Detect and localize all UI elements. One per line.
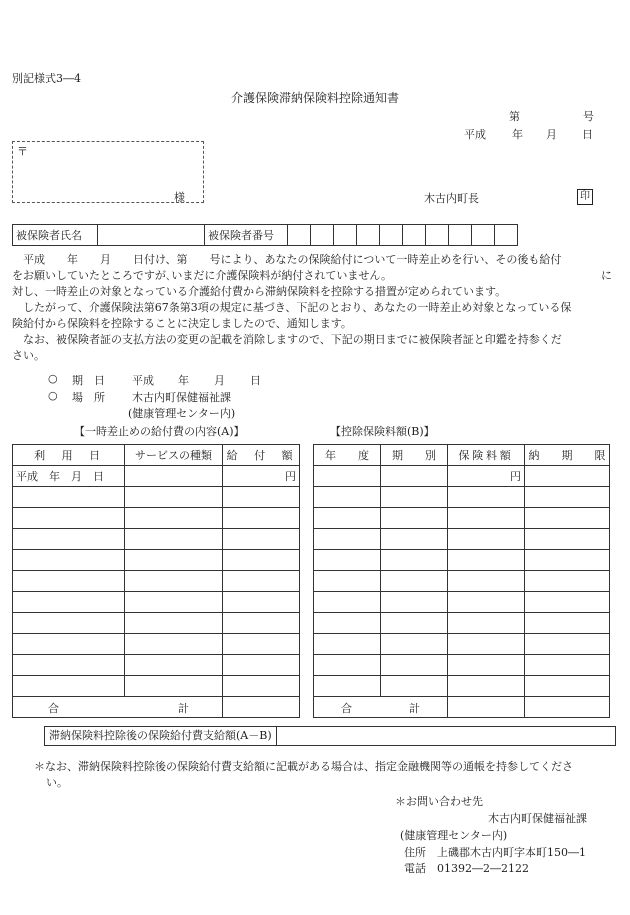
table-a-cell [223, 571, 300, 592]
body-line: さい。 [12, 349, 45, 362]
table-b-cell [525, 697, 610, 718]
table-b-cell [314, 634, 381, 655]
table-b-header: 保険料額 [448, 445, 525, 466]
insured-number-cell [403, 225, 426, 246]
body-line: 対し、一時差止の対象となっている介護給付費から滞納保険料を控除する措置が定められています。 [12, 285, 507, 298]
insured-name-label: 被保険者氏名 [13, 225, 98, 246]
table-a-cell [223, 487, 300, 508]
place-row-label: 場 所 [72, 391, 105, 404]
table-b-cell [314, 676, 381, 697]
total-label-left: 合 [341, 702, 352, 715]
table-b-cell [314, 550, 381, 571]
notice-body [12, 252, 618, 364]
table-a-cell [13, 550, 125, 571]
note-line-2: い。 [46, 776, 68, 789]
total-label-left: 合 [48, 702, 59, 715]
table-a-cell [13, 676, 125, 697]
table-b-cell [381, 613, 448, 634]
table-a-cell [125, 508, 223, 529]
table-b-cell [448, 529, 525, 550]
body-line: 険給付から保険料を控除することに決定しましたので、通知します。 [12, 317, 352, 330]
table-a-cell [13, 613, 125, 634]
contact-phone: 電話 01392―2―2122 [404, 862, 529, 875]
contact-sub: (健康管理センター内) [400, 829, 508, 842]
insured-number-cell [311, 225, 334, 246]
table-a-total-value [223, 697, 300, 718]
table-a-cell [223, 676, 300, 697]
table-a-cell [223, 508, 300, 529]
table-a-header: 給 付 額 [223, 445, 300, 466]
insured-number-cell [380, 225, 403, 246]
table-b-cell [448, 613, 525, 634]
summary-row [44, 726, 616, 746]
table-b-cell [381, 550, 448, 571]
body-line: 平成 年 月 日付け、第 号により、あなたの保険給付について一時差止めを行い、その後も給付 [23, 253, 562, 266]
table-a-cell [125, 655, 223, 676]
table-b-cell [314, 592, 381, 613]
table-a-cell [125, 634, 223, 655]
table-a-total-label [13, 697, 223, 718]
table-b-cell [525, 571, 610, 592]
table-b-cell [314, 613, 381, 634]
date-row-label: 期 日 [72, 374, 105, 387]
table-b-cell [525, 487, 610, 508]
body-line-text: をお願いしていたところですが､いまだに介護保険料が納付されていません。 [12, 269, 393, 282]
table-b-cell [525, 550, 610, 571]
table-b-cell [525, 466, 610, 487]
total-label-right: 計 [178, 702, 189, 715]
date-row-era: 平成 [132, 374, 154, 387]
seal-mark: 印 [577, 189, 593, 205]
table-b-cell [381, 592, 448, 613]
table-b-yen-cell: 円 [448, 466, 525, 487]
table-a-cell [125, 613, 223, 634]
table-b-header: 納 期 限 [525, 445, 610, 466]
table-b-cell [381, 529, 448, 550]
table-a-heading: 【一時差止めの給付費の内容(A)】 [74, 425, 245, 438]
table-b-cell [314, 529, 381, 550]
contact-label: ＊お問い合わせ先 [395, 795, 483, 808]
table-b-total-value [448, 697, 525, 718]
table-a [12, 444, 300, 718]
table-b-cell [525, 613, 610, 634]
table-a-cell [223, 550, 300, 571]
table-b-cell [381, 571, 448, 592]
table-b-cell [314, 508, 381, 529]
insured-number-cell [334, 225, 357, 246]
table-b-header: 年 度 [314, 445, 381, 466]
table-b-heading: 【控除保険料額(B)】 [330, 425, 435, 438]
date-row-day: 日 [250, 374, 261, 387]
table-a-cell [223, 655, 300, 676]
body-line-tail: に [601, 269, 612, 282]
table-a-cell [13, 529, 125, 550]
table-a-cell [125, 571, 223, 592]
doc-number-dai: 第 [509, 110, 520, 123]
insured-number-cell [288, 225, 311, 246]
place-row-mark: ○ [48, 389, 58, 402]
table-b-cell [381, 487, 448, 508]
table-b-cell [381, 466, 448, 487]
table-b-cell [448, 676, 525, 697]
table-b [313, 444, 610, 718]
table-a-cell [13, 487, 125, 508]
table-b-total-label [314, 697, 448, 718]
table-b-cell [448, 571, 525, 592]
table-a-yen-cell: 円 [223, 466, 300, 487]
insured-number-cell [426, 225, 449, 246]
form-id: 別記様式3―4 [12, 72, 81, 85]
table-a-cell [125, 550, 223, 571]
table-a-cell [223, 592, 300, 613]
table-a-cell [223, 634, 300, 655]
table-b-cell [525, 592, 610, 613]
table-a-header: 利 用 日 [13, 445, 125, 466]
table-b-cell [381, 634, 448, 655]
note-line-1: ＊なお、滞納保険料控除後の保険給付費支給額に記載がある場合は、指定金融機関等の通帳を持参してくださ [34, 760, 573, 773]
date-row-month: 月 [214, 374, 225, 387]
document-title: 介護保険滞納保険料控除通知書 [231, 91, 400, 105]
recipient-sama: 様 [174, 191, 185, 204]
table-b-cell [314, 655, 381, 676]
table-b-cell [525, 676, 610, 697]
table-b-cell [381, 655, 448, 676]
table-b-cell [381, 676, 448, 697]
contact-address: 住所 上磯郡木古内町字本町150―1 [404, 846, 586, 859]
table-b-cell [525, 634, 610, 655]
table-a-cell [125, 466, 223, 487]
date-month: 月 [546, 128, 557, 141]
table-b-cell [314, 466, 381, 487]
table-b-cell [314, 571, 381, 592]
date-row-year: 年 [178, 374, 189, 387]
total-label-right: 計 [409, 702, 420, 715]
insured-number-cell [495, 225, 518, 246]
issuer-name: 木古内町長 [424, 192, 479, 205]
body-line: したがって、介護保険法第67条第3項の規定に基づき、下記のとおり、あなたの一時差止め対象となっている保 [23, 301, 572, 314]
table-b-cell [525, 508, 610, 529]
table-a-cell [13, 634, 125, 655]
table-a-cell [13, 508, 125, 529]
table-a-date-cell: 平成 年 月 日 [13, 466, 125, 487]
table-a-cell [125, 592, 223, 613]
table-b-cell [525, 529, 610, 550]
date-era: 平成 [464, 128, 486, 141]
summary-label: 滞納保険料控除後の保険給付費支給額(A－B) [45, 727, 277, 745]
table-b-cell [448, 634, 525, 655]
table-a-cell [125, 487, 223, 508]
table-b-cell [448, 487, 525, 508]
date-day: 日 [582, 128, 593, 141]
table-a-cell [125, 529, 223, 550]
table-a-cell [13, 592, 125, 613]
body-line [12, 268, 618, 284]
table-b-cell [314, 487, 381, 508]
date-row-mark: ○ [48, 372, 58, 385]
insured-table [12, 224, 518, 246]
table-a-cell [13, 571, 125, 592]
contact-dept: 木古内町保健福祉課 [488, 812, 587, 825]
table-a-header: サービスの種類 [125, 445, 223, 466]
insured-name-value [98, 225, 205, 246]
table-b-cell [448, 508, 525, 529]
doc-number-go: 号 [583, 110, 594, 123]
table-b-cell [448, 655, 525, 676]
body-line: なお、被保険者証の支払方法の変更の記載を消除しますので、下記の期日までに被保険者証と印鑑を持参くだ [23, 333, 562, 346]
table-a-cell [13, 655, 125, 676]
insured-number-cell [357, 225, 380, 246]
table-a-cell [223, 613, 300, 634]
table-b-cell [448, 592, 525, 613]
place-row-value: 木古内町保健福祉課 [132, 391, 231, 404]
insured-number-cell [449, 225, 472, 246]
insured-number-label: 被保険者番号 [205, 225, 288, 246]
place-row-sub: (健康管理センター内) [128, 407, 236, 420]
table-b-cell [381, 508, 448, 529]
table-b-cell [525, 655, 610, 676]
table-b-header: 期 別 [381, 445, 448, 466]
insured-number-cell [472, 225, 495, 246]
table-a-cell [223, 529, 300, 550]
table-b-cell [448, 550, 525, 571]
postal-mark: 〒 [17, 145, 28, 158]
date-year: 年 [512, 128, 523, 141]
table-a-cell [125, 676, 223, 697]
